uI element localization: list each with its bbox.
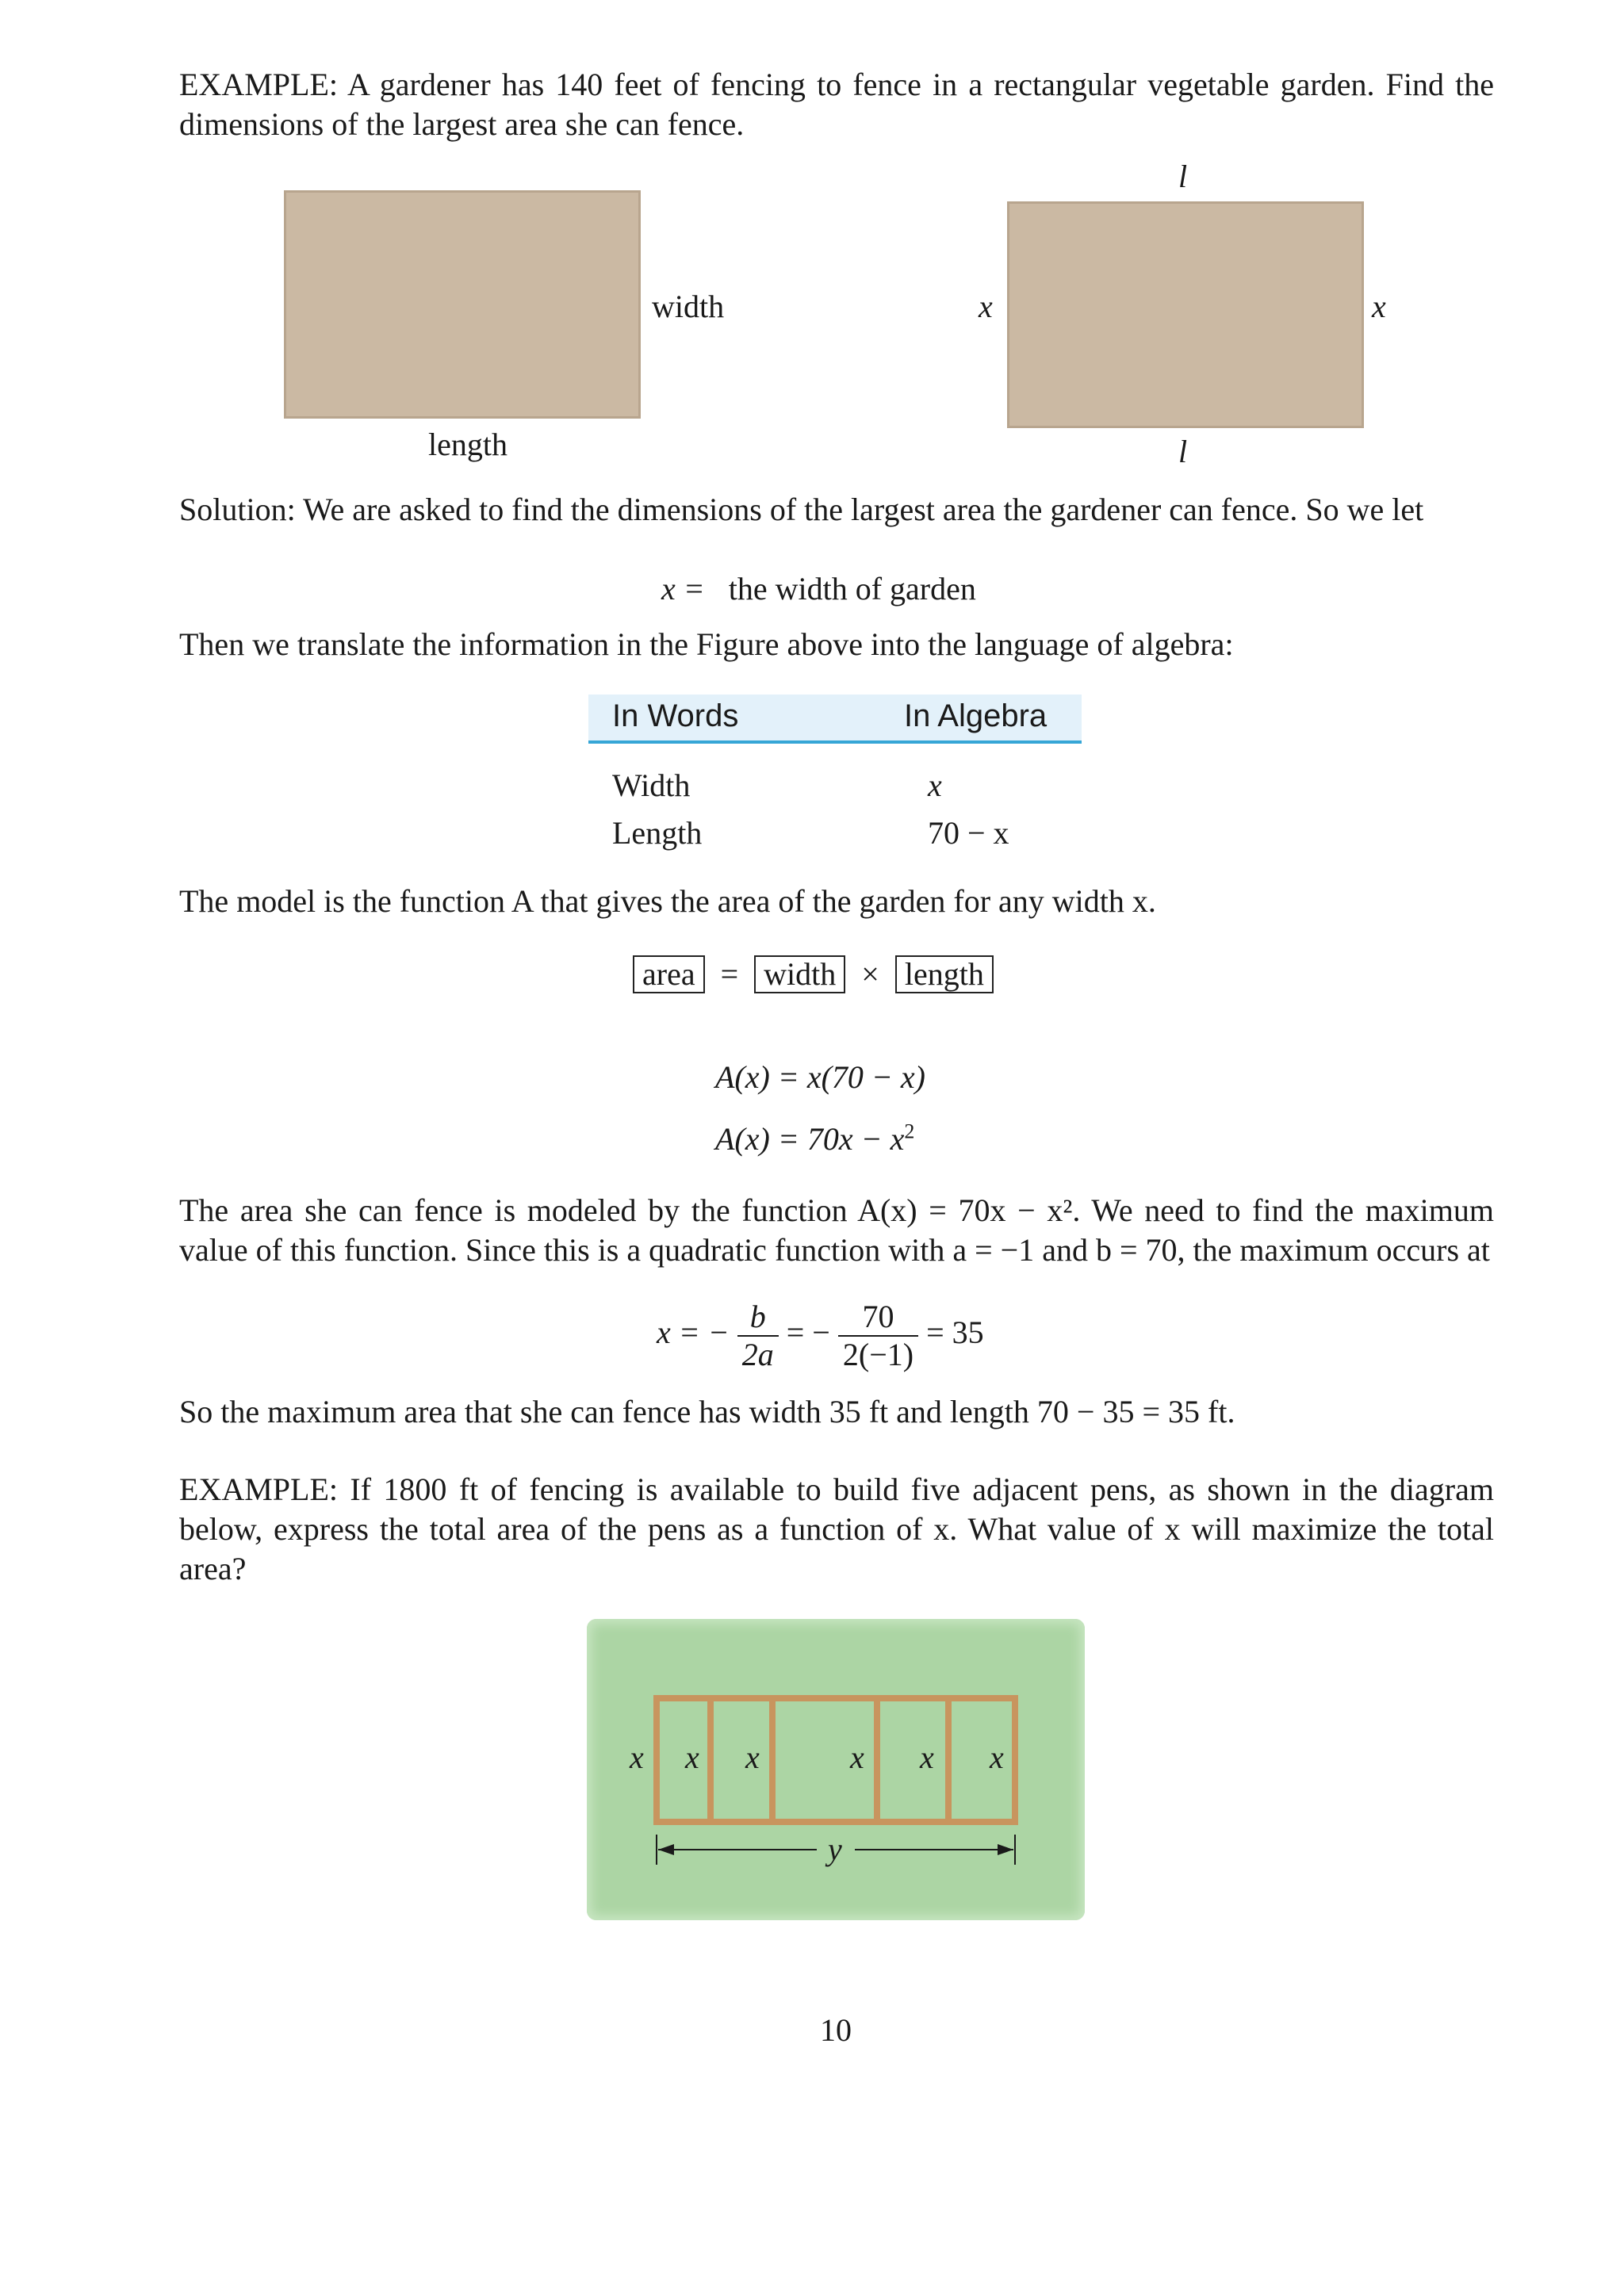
- width-label: width: [652, 289, 725, 324]
- table-header-words: In Words: [612, 698, 739, 733]
- fence-divider: [769, 1695, 776, 1825]
- fence-divider: [945, 1695, 952, 1825]
- pen-x-label: x: [990, 1739, 1004, 1775]
- pen-x-label: x: [745, 1739, 760, 1775]
- vertex-formula: [657, 1299, 984, 1373]
- table-cell-width: Width: [612, 767, 691, 803]
- example1-text: EXAMPLE: A gardener has 140 feet of fencing to fence in a rectangular vegetable garden. Find the dimensions of the largest area she can fence.: [179, 67, 1494, 142]
- length-box: length: [895, 955, 994, 993]
- fraction-70-over-2neg1: [838, 1299, 918, 1373]
- fence-right: [1012, 1695, 1018, 1825]
- garden-rect-right: [1007, 201, 1364, 428]
- area-text: The area she can fence is modeled by the function A(x) = 70x − x². We need to find the maximum value of this function. Since this is a quadratic function with a = −1 and b = 70, the maximum occurs at: [179, 1192, 1494, 1268]
- conclusion-text: So the maximum area that she can fence has width 35 ft and length 70 − 35 = 35 ft.: [179, 1394, 1235, 1429]
- table-cell-x: x: [928, 767, 942, 803]
- left-x-label: x: [979, 289, 993, 324]
- let-rhs: the width of garden: [728, 571, 976, 607]
- fence-divider: [874, 1695, 880, 1825]
- vertex-mid: = −: [786, 1314, 830, 1351]
- length-label: length: [428, 427, 508, 462]
- vertex-lhs: x = −: [657, 1314, 730, 1351]
- fraction-1-num: b: [749, 1299, 766, 1334]
- table-header-algebra: In Algebra: [904, 698, 1048, 733]
- right-x-label: x: [1372, 289, 1386, 324]
- equation-1: A(x) = x(70 − x): [715, 1059, 925, 1095]
- pen-x-label: x: [630, 1739, 644, 1775]
- pen-y-label: y: [828, 1831, 842, 1867]
- equation-2-exp: 2: [904, 1119, 915, 1143]
- equation-2-base: A(x) = 70x − x: [715, 1121, 905, 1157]
- let-lhs: x =: [661, 571, 705, 607]
- pen-x-label: x: [685, 1739, 699, 1775]
- bottom-l-label: l: [1178, 434, 1188, 469]
- table-cell-70-minus-x: 70 − x: [928, 815, 1009, 851]
- pen-x-label: x: [850, 1739, 864, 1775]
- pen-x-label: x: [920, 1739, 934, 1775]
- fraction-2-num: 70: [862, 1299, 894, 1334]
- eq-sign: =: [720, 956, 739, 992]
- vertex-rhs: = 35: [926, 1314, 984, 1351]
- page-number: 10: [820, 2012, 852, 2048]
- table-cell-length: Length: [612, 815, 703, 851]
- width-box: width: [754, 955, 845, 993]
- fraction-2-den: 2(−1): [838, 1335, 918, 1373]
- area-box: area: [633, 955, 705, 993]
- let-equation: [661, 569, 976, 609]
- fence-left: [653, 1695, 660, 1825]
- word-equation: [633, 955, 994, 994]
- top-l-label: l: [1178, 159, 1188, 194]
- translate-text: Then we translate the information in the Figure above into the language of algebra:: [179, 626, 1234, 662]
- fraction-1-den: 2a: [737, 1335, 779, 1373]
- garden-rect-left: [284, 190, 641, 419]
- fence-divider: [707, 1695, 714, 1825]
- equation-2: [715, 1119, 914, 1159]
- model-text: The model is the function A that gives the area of the garden for any width x.: [179, 883, 1156, 919]
- solution-intro: Solution: We are asked to find the dimensions of the largest area the gardener can fence. So we let: [179, 492, 1424, 527]
- times-sign: ×: [861, 956, 879, 992]
- example2-text: EXAMPLE: If 1800 ft of fencing is available to build five adjacent pens, as shown in the diagram below, express the total area of the pens as a function of x. What value of x will maximize the total area?: [179, 1471, 1494, 1586]
- pens-diagram: [587, 1619, 1085, 1920]
- fraction-b-over-2a: [737, 1299, 779, 1373]
